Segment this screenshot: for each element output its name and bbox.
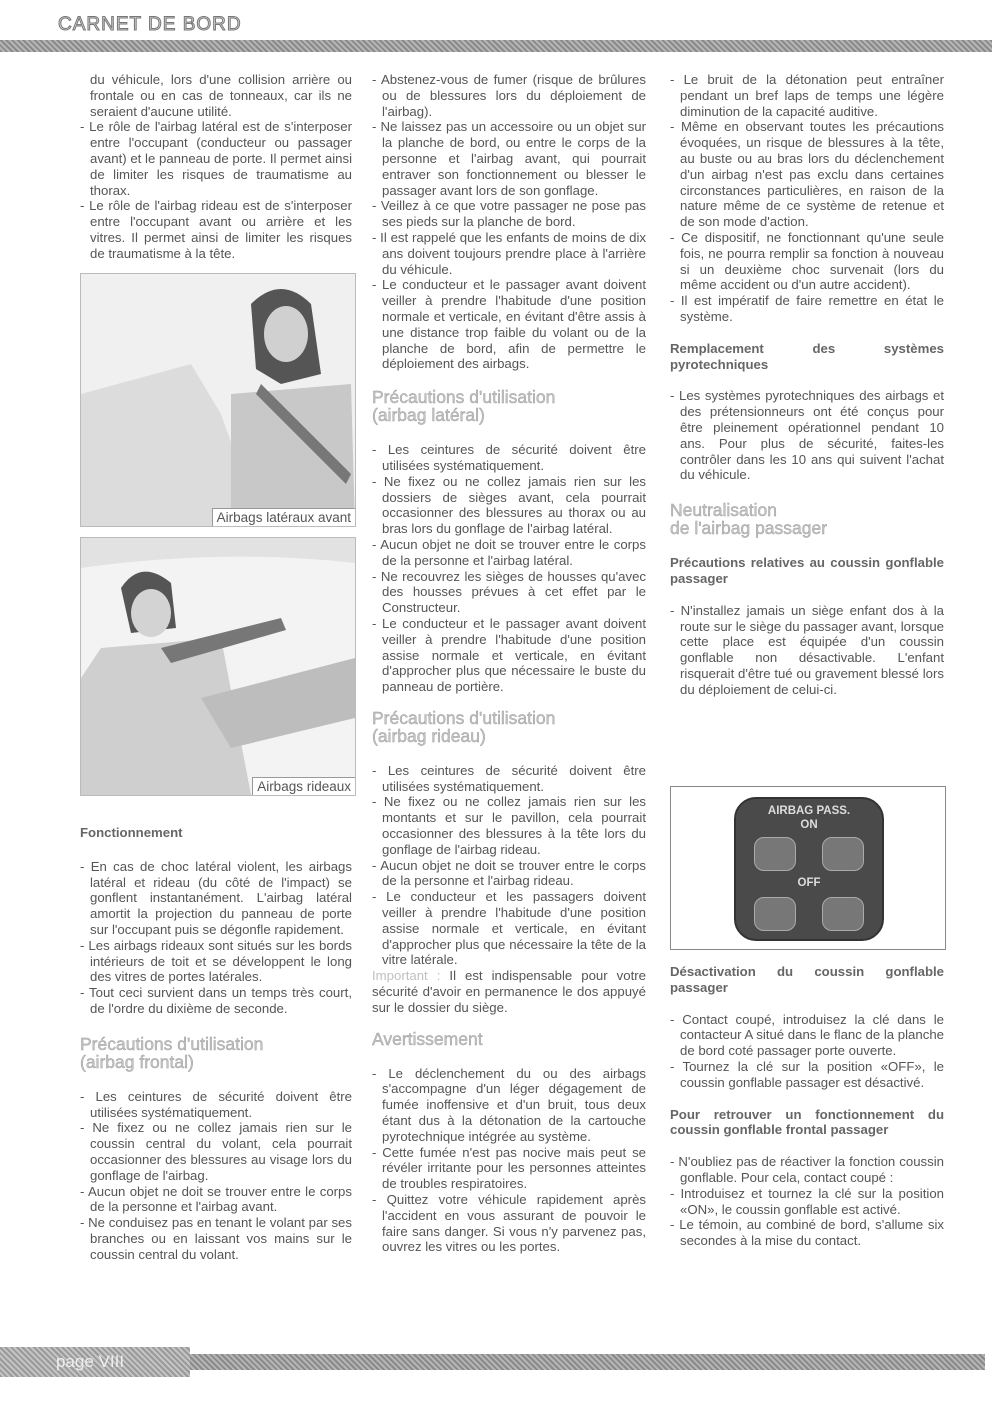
bullet: - Aucun objet ne doit se trouver entre le corps de la personne et l'airbag rideau.: [372, 857, 646, 889]
section-subtitle: Remplacement des systèmes pyrotechniques: [670, 340, 944, 372]
bullet: - Le conducteur et les passagers doivent veiller à prendre l'habitude d'une position assise normale et verticale, en évitant d'approcher plus que nécessaire la tête de la vitre latérale.: [372, 889, 646, 968]
bullet: - Introduisez et tournez la clé sur la position «ON», le coussin gonflable est activé.: [670, 1185, 944, 1217]
bullet: - Ne laissez pas un accessoire ou un objet sur la planche de bord, ou entre le corps de la personne et l'airbag avant, qui pourrait entraver son fonctionnement ou blesser le passager avant lors de son gonflage.: [372, 119, 646, 198]
seat-icon: [822, 897, 864, 931]
bullet: - Il est rappelé que les enfants de moins de dix ans doivent toujours prendre place à l'arrière du véhicule.: [372, 229, 646, 277]
section-title: (airbag latéral): [372, 405, 485, 426]
important-text: Il est indispensable pour votre sécurité d'avoir en permanence le dos appuyé sur le dossier du siège.: [372, 968, 646, 1015]
section-title: (airbag frontal): [80, 1051, 194, 1072]
bullet: - Contact coupé, introduisez la clé dans le contacteur A situé dans le flanc de la planche de bord coté passager porte ouverte.: [670, 1011, 944, 1059]
section-title: de l'airbag passager: [670, 518, 828, 539]
section-title: Avertissement: [372, 1028, 483, 1049]
bullet: - Ne fixez ou ne collez jamais rien sur le coussin central du volant, cela pourrait occasionner des blessures au visage lors du gonflage de l'airbag.: [80, 1120, 352, 1183]
panel-label: AIRBAG PASS.: [767, 805, 851, 817]
column-3: [670, 72, 944, 698]
section-title: (airbag rideau): [372, 725, 486, 746]
airbag-switch-figure: [670, 786, 946, 950]
bullet: - Veillez à ce que votre passager ne pose pas ses pieds sur la planche de bord.: [372, 198, 646, 230]
important-label: Important :: [372, 968, 441, 984]
bullet: - Les ceintures de sécurité doivent être utilisées systématiquement.: [372, 762, 646, 794]
bullet: - Cette fumée n'est pas nocive mais peut se révéler irritante pour les personnes atteintes de troubles respiratoires.: [372, 1144, 646, 1192]
bullet: - Le rôle de l'airbag rideau est de s'interposer entre l'occupant avant ou arrière et les vitres. Il permet ainsi de limiter les risques de traumatisme à la tête.: [80, 198, 352, 261]
paragraph: du véhicule, lors d'une collision arrière ou frontale ou en cas de tonneaux, car ils ne seraient d'aucune utilité.: [90, 72, 352, 119]
bullet: - Aucun objet ne doit se trouver entre le corps de la personne et l'airbag avant.: [80, 1183, 352, 1215]
section-subtitle: Désactivation du coussin gonflable passager: [670, 964, 944, 995]
bullet: - Ce dispositif, ne fonctionnant qu'une seule fois, ne pourra remplir sa fonction à nouveau si un deuxième choc survenait (lors du même accident ou d'un autre accident).: [670, 229, 944, 293]
bullet: - Quittez votre véhicule rapidement après l'accident en vous assurant de pouvoir le faire sans danger. Si vous n'y parvenez pas, ouvrez les vitres ou les portes.: [372, 1192, 646, 1255]
bullet: - Ne fixez ou ne collez jamais rien sur les montants et sur le pavillon, cela pourrait occasionner des blessures à la tête lors du gonflage de l'airbag rideau.: [372, 794, 646, 857]
panel-off-label: OFF: [797, 877, 821, 889]
bullet: - Il est impératif de faire remettre en état le système.: [670, 293, 944, 324]
section-title: Précautions d'utilisation: [372, 707, 556, 728]
bullet: - Même en observant toutes les précautions évoquées, un risque de blessures à la tête, au buste ou au bras lors du déclenchement d'un airbag n'est pas exclu dans certaines circonstances particulières, en raison de la nature même de ce système de retenue et de son mode d'action.: [670, 119, 944, 230]
page-number: page VIII: [56, 1352, 125, 1371]
bullet: - Les ceintures de sécurité doivent être utilisées systématiquement.: [372, 442, 646, 473]
header-title: CARNET DE BORD: [58, 14, 242, 35]
figure-caption: Airbags rideaux: [252, 777, 355, 795]
airbag-indicator-panel: [734, 797, 884, 941]
bullet: - Les ceintures de sécurité doivent être utilisées systématiquement.: [80, 1088, 352, 1120]
photo-illustration: [81, 274, 355, 526]
footer-page-tab: [0, 1347, 190, 1377]
column-3-lower: [670, 964, 944, 1249]
bullet: - Ne recouvrez les sièges de housses qu'avec des housses prévues à cet effet par le Constructeur.: [372, 568, 646, 616]
section-subtitle: Précautions relatives au coussin gonflable passager: [670, 555, 944, 586]
footer-bar: [185, 1354, 985, 1370]
column-2: [372, 72, 646, 1255]
bullet: - N'installez jamais un siège enfant dos à la route sur le siège du passager avant, lorsque cette place est équipée d'un coussin gonflable non désactivable. L'enfant risquerait d'être tué ou gravement blessé lors du déploiement de celui-ci.: [670, 602, 944, 697]
header-bar: [0, 40, 992, 52]
section-title: Précautions d'utilisation: [372, 387, 556, 408]
bullet: - Le conducteur et le passager avant doivent veiller à prendre l'habitude d'une position assise normale et verticale, en évitant d'approcher plus que nécessaire le buste du panneau de portière.: [372, 615, 646, 695]
bullet: - Tout ceci survient dans un temps très court, de l'ordre du dixième de seconde.: [80, 985, 352, 1016]
bullet: - Ne fixez ou ne collez jamais rien sur les dossiers de sièges avant, cela pourrait occasionner des blessures au thorax ou au bras lors du gonflage de l'airbag latéral.: [372, 473, 646, 537]
bullet: - Le conducteur et le passager avant doivent veiller à prendre l'habitude d'une position normale et verticale, en évitant d'être assis à une distance trop faible du volant ou de la planche de bord, afin de permettre le déploiement des airbags.: [372, 277, 646, 372]
column-1-lower: [80, 825, 352, 1263]
photo-illustration: [81, 538, 355, 795]
bullet: - Les systèmes pyrotechniques des airbags et des prétensionneurs ont été conçus pour être pleinement opérationnel pendant 10 ans. Pour plus de sécurité, faites-les contrôler dans les 10 ans qui suivent l'achat du véhicule.: [670, 388, 944, 483]
seat-crossed-icon: [822, 837, 864, 871]
section-title: Précautions d'utilisation: [80, 1033, 264, 1054]
bullet: - Aucun objet ne doit se trouver entre le corps de la personne et l'airbag latéral.: [372, 536, 646, 568]
bullet: - N'oubliez pas de réactiver la fonction coussin gonflable. Pour cela, contact coupé :: [670, 1154, 944, 1185]
panel-on-label: ON: [800, 819, 818, 831]
airbag-crossed-icon: [754, 897, 796, 931]
figure-side-airbags: [80, 273, 356, 527]
important-note: [372, 968, 646, 1015]
bullet: - Le déclenchement du ou des airbags s'accompagne d'un léger dégagement de fumée inoffensive et d'un bruit, tous deux étant dus à la détonation de la cartouche pyrotechnique intégrée au système.: [372, 1065, 646, 1144]
bullet: - Tournez la clé sur la position «OFF», le coussin gonflable passager est désactivé.: [670, 1058, 944, 1090]
bullet: - Le rôle de l'airbag latéral est de s'interposer entre l'occupant (conducteur ou passager avant) et le panneau de porte. Il permet ainsi de limiter les risques de traumatisme au thorax.: [80, 119, 352, 198]
section-subtitle: Pour retrouver un fonctionnement du coussin gonflable frontal passager: [670, 1106, 944, 1138]
bullet: - Le témoin, au combiné de bord, s'allume six secondes à la mise du contact.: [670, 1217, 944, 1249]
bullet: - Ne conduisez pas en tenant le volant par ses branches ou en laissant vos mains sur le coussin central du volant.: [80, 1215, 352, 1262]
bullet: - Le bruit de la détonation peut entraîner pendant un bref laps de temps une légère diminution de la capacité auditive.: [670, 72, 944, 119]
bullet: - Les airbags rideaux sont situés sur les bords intérieurs de toit et se développent le long des vitres de portes latérales.: [80, 937, 352, 985]
column-1: [80, 72, 352, 262]
bullet: - En cas de choc latéral violent, les airbags latéral et rideau (du côté de l'impact) se gonflent instantanément. L'airbag latéral amortit la projection du panneau de porte sur l'occupant puis se dégonfle rapidement.: [80, 858, 352, 937]
bullet: - Abstenez-vous de fumer (risque de brûlures ou de blessures lors du déploiement de l'airbag).: [372, 72, 646, 119]
airbag-on-icon: [754, 837, 796, 871]
figure-curtain-airbags: [80, 537, 356, 796]
figure-caption: Airbags latéraux avant: [212, 508, 355, 526]
section-subtitle: Fonctionnement: [80, 825, 183, 840]
section-title: Neutralisation: [670, 500, 777, 521]
